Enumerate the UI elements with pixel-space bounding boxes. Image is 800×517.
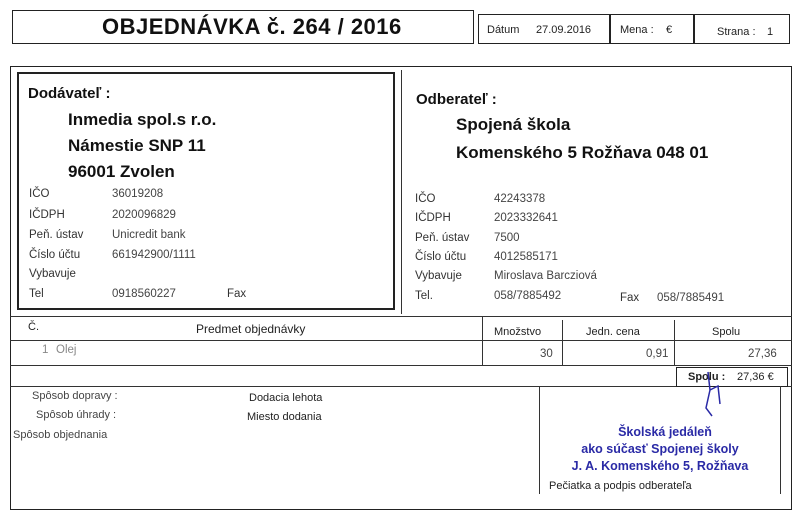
table-col-divider — [674, 320, 675, 365]
row-subject: Olej — [56, 344, 77, 356]
customer-field-value: 4012585171 — [494, 251, 558, 263]
supplier-field-label: Tel — [29, 288, 44, 300]
delivery-term-label: Dodacia lehota — [249, 392, 323, 404]
customer-divider — [401, 70, 402, 314]
page-value: 1 — [767, 26, 774, 38]
currency-label: Mena : — [620, 24, 654, 36]
customer-field-value: 2023332641 — [494, 212, 558, 224]
supplier-name: Inmedia spol.s r.o. — [68, 110, 217, 129]
stamp-line1: Školská jedáleň — [618, 425, 712, 439]
table-col-divider — [482, 316, 483, 365]
supplier-field-label: IČDPH — [29, 209, 65, 221]
customer-fax-label: Fax — [620, 292, 640, 304]
table-row-rule — [10, 365, 792, 366]
row-total: 27,36 — [748, 348, 777, 360]
col-header-qty: Množstvo — [494, 326, 542, 338]
ordering-label: Spôsob objednania — [13, 429, 108, 441]
customer-field-value: 42243378 — [494, 193, 546, 205]
col-header-total: Spolu — [712, 326, 741, 338]
row-no: 1 — [42, 344, 49, 356]
customer-field-value: Miroslava Barcziová — [494, 270, 597, 282]
row-unit-price: 0,91 — [646, 348, 669, 360]
customer-field-label: Tel. — [415, 290, 433, 302]
col-header-no: Č. — [28, 321, 39, 333]
supplier-heading: Dodávateľ : — [28, 85, 111, 102]
shipping-label: Spôsob dopravy : — [32, 390, 118, 402]
supplier-field-value: 2020096829 — [112, 209, 176, 221]
supplier-field-value: 0918560227 — [112, 288, 176, 300]
sum-value: 27,36 € — [737, 371, 774, 383]
customer-field-label: IČDPH — [415, 212, 451, 224]
supplier-street: Námestie SNP 11 — [68, 136, 206, 155]
customer-field-label: IČO — [415, 193, 436, 205]
delivery-place-label: Miesto dodania — [247, 411, 322, 423]
customer-field-label: Peň. ústav — [415, 232, 470, 244]
sum-label: Spolu : — [688, 371, 726, 383]
stamp-line2: ako súčasť Spojenej školy — [581, 442, 739, 456]
supplier-field-value: 36019208 — [112, 188, 164, 200]
signature-box — [539, 386, 781, 494]
date-label: Dátum — [487, 24, 520, 36]
col-header-unit-price: Jedn. cena — [586, 326, 640, 338]
customer-field-value: 7500 — [494, 232, 520, 244]
page-title: OBJEDNÁVKA č. 264 / 2016 — [102, 14, 402, 39]
customer-field-label: Číslo účtu — [415, 251, 467, 263]
table-col-divider — [562, 320, 563, 365]
table-top-rule — [10, 316, 792, 317]
customer-name: Spojená škola — [456, 115, 571, 134]
supplier-field-label: Číslo účtu — [29, 249, 81, 261]
supplier-field-label: Peň. ústav — [29, 229, 84, 241]
row-qty: 30 — [540, 348, 553, 360]
supplier-field-label: IČO — [29, 188, 50, 200]
supplier-field-label: Vybavuje — [29, 268, 76, 280]
supplier-fax-label: Fax — [227, 288, 247, 300]
currency-value: € — [666, 24, 673, 36]
customer-heading: Odberateľ : — [416, 91, 497, 108]
stamp-line3: J. A. Komenského 5, Rožňava — [571, 459, 749, 473]
supplier-field-value: 661942900/1111 — [112, 249, 196, 261]
payment-label: Spôsob úhrady : — [36, 409, 117, 421]
page-label: Strana : — [717, 26, 756, 38]
supplier-city: 96001 Zvolen — [68, 162, 175, 181]
customer-address: Komenského 5 Rožňava 048 01 — [456, 143, 709, 162]
customer-field-value: 058/7885492 — [494, 290, 562, 302]
customer-fax-value: 058/7885491 — [657, 292, 725, 304]
col-header-subject: Predmet objednávky — [196, 322, 306, 336]
supplier-field-value: Unicredit bank — [112, 229, 186, 241]
customer-field-label: Vybavuje — [415, 270, 462, 282]
signature-label: Pečiatka a podpis odberateľa — [549, 480, 692, 492]
date-value: 27.09.2016 — [536, 24, 592, 36]
